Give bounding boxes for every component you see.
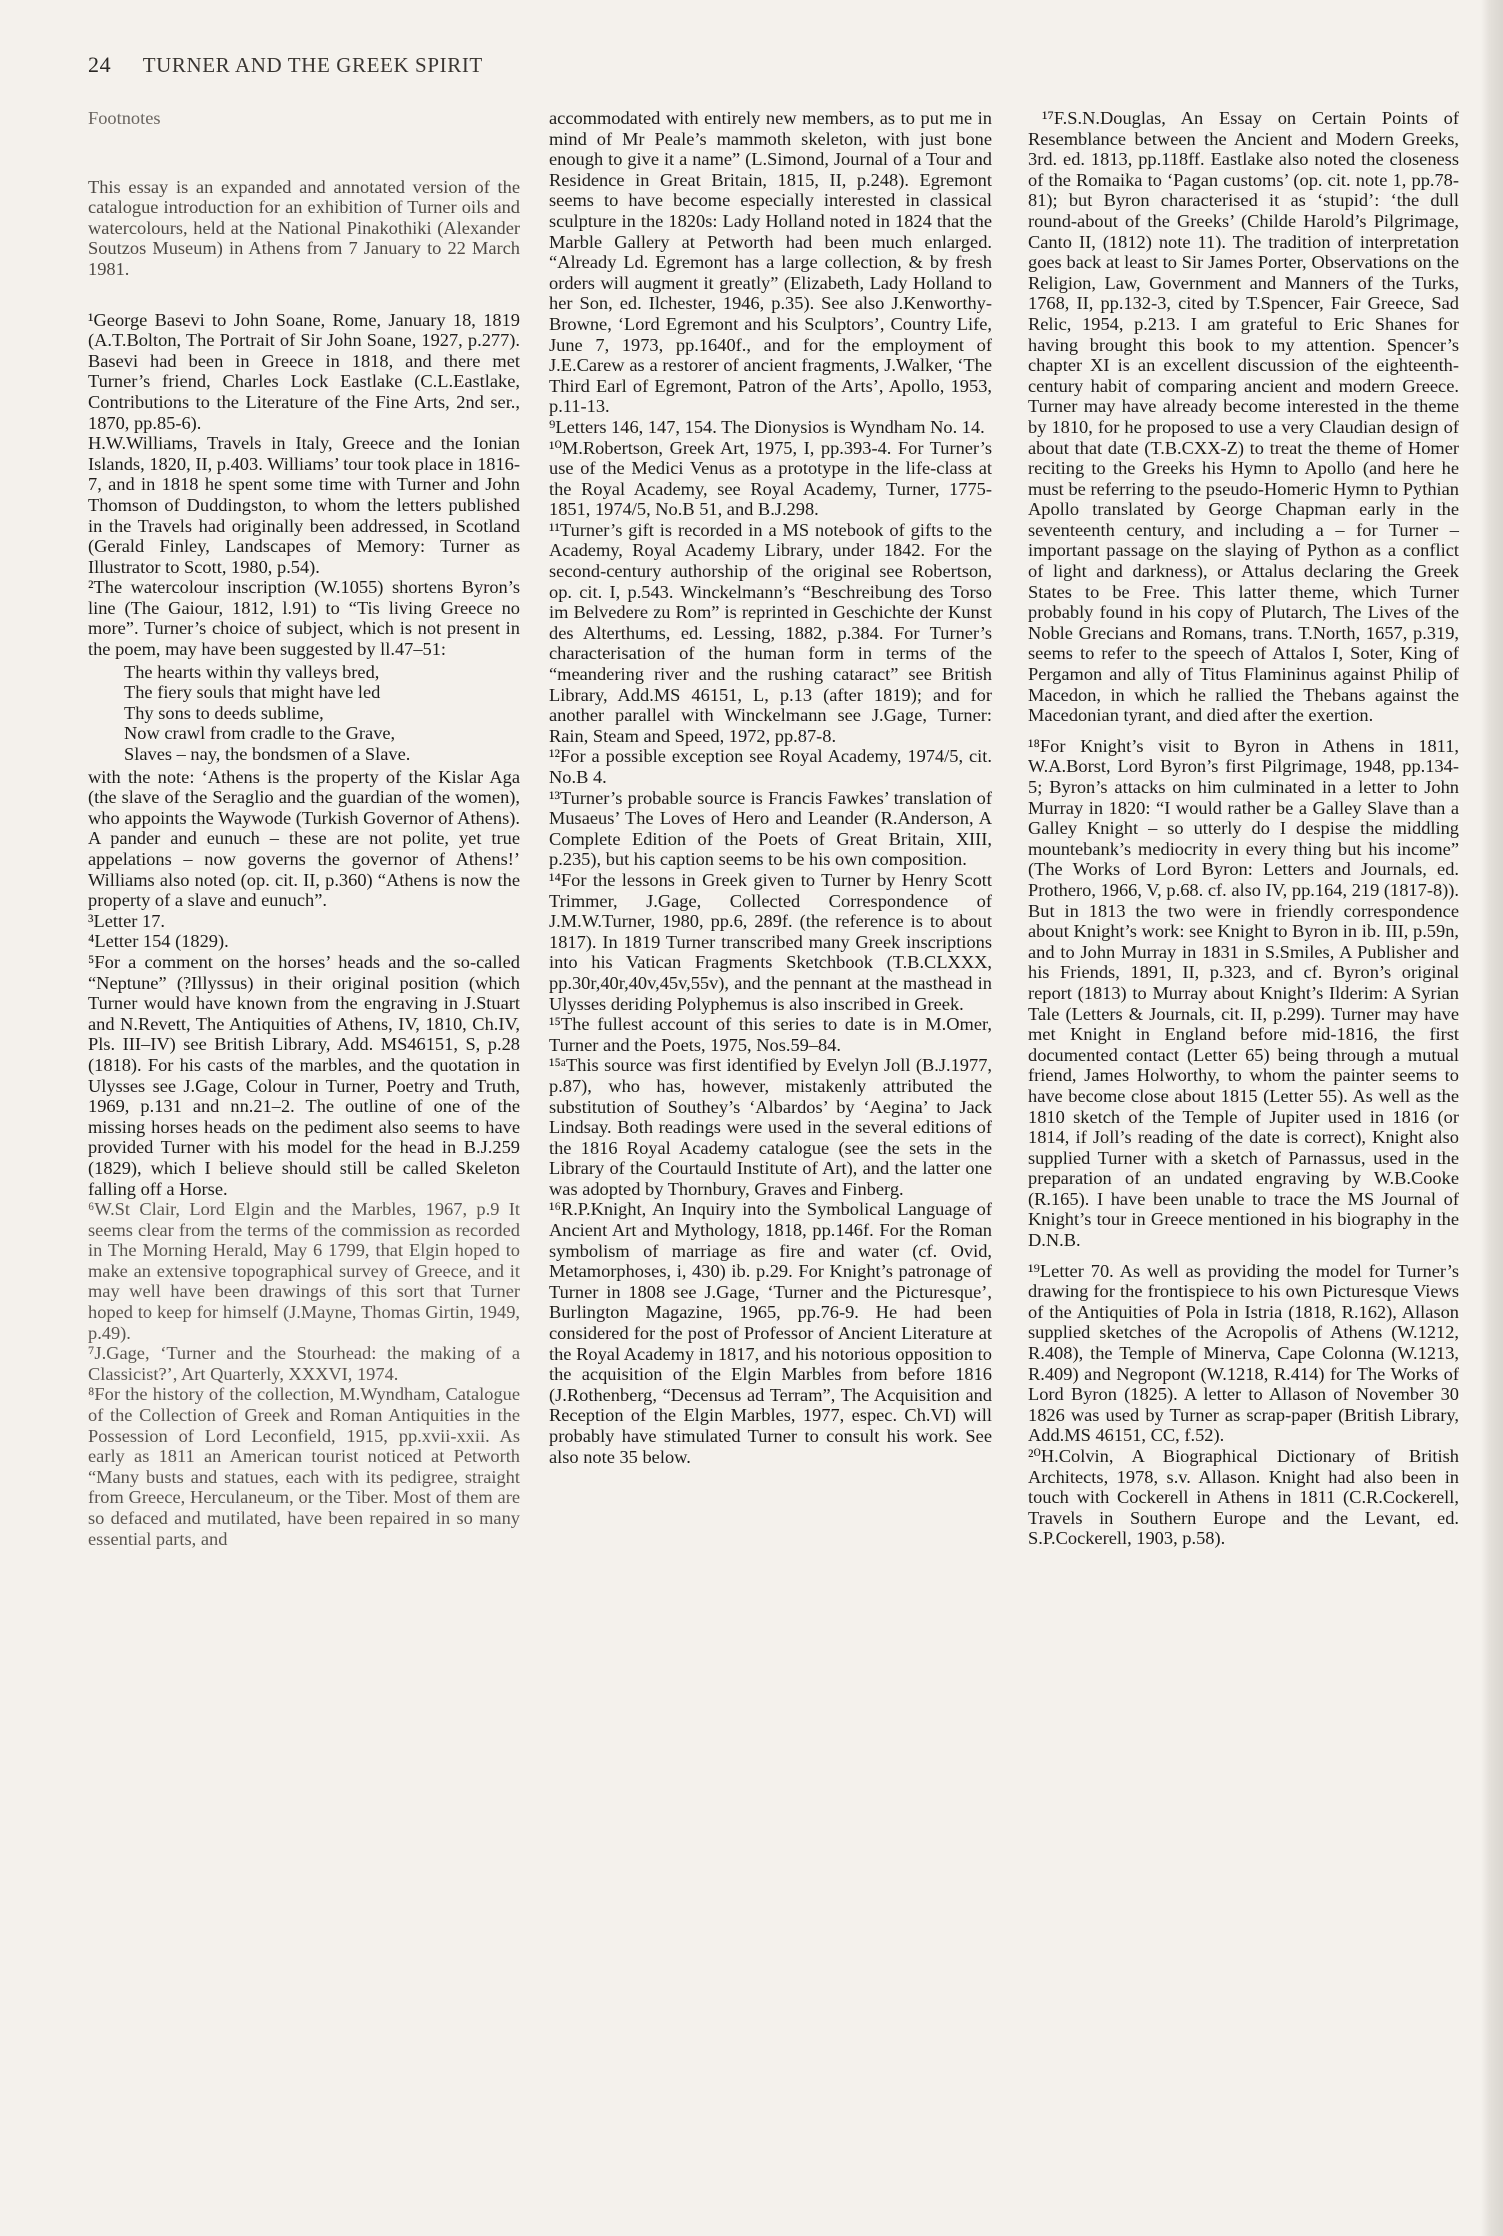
poem-line: Now crawl from cradle to the Grave, bbox=[124, 723, 396, 744]
poem-line: The hearts within thy valleys bred, bbox=[124, 661, 380, 682]
footnote: ⁹Letters 146, 147, 154. The Dionysios is Wyndham No. 14. bbox=[549, 416, 985, 437]
footnote: ¹⁶R.P.Knight, An Inquiry into the Symbolical Language of Ancient Art and Mythology, 1818, pp.146f. For the Roman symbolism of marriage as fire and water (cf. Ovid, Metamorphoses, i, 430) ib. p.29. For Knight’s patronage of Turner in 1808 see J.Gage, ‘Turner and the Picturesque’, Burlington Magazine, 1965, pp.76-9. He had been considered for the post of Professor of Ancient Literature at the Royal Academy in 1817, and his notorious opposition to the acquisition of the Elgin Marbles from before 1816 (J.Rothenberg, “Decensus ad Terram”, The Acquisition and Reception of the Elgin Marbles, 1977, espec. Ch.VI) will probably have stimulated Turner to consult his work. See also note 35 below. bbox=[549, 1199, 992, 1467]
footnote: ²The watercolour inscription (W.1055) shortens Byron’s line (The Gaiour, 1812, l.91) to “Tis living Greece no more”. Turner’s choice of subject, which is not present in the poem, may have been suggested by ll.47–51: bbox=[88, 577, 520, 660]
page-edge-shadow bbox=[1481, 0, 1503, 2236]
footnote: ⁴Letter 154 (1829). bbox=[88, 931, 229, 952]
poem-line: Slaves – nay, the bondsmen of a Slave. bbox=[124, 744, 411, 765]
footnote: ⁶W.St Clair, Lord Elgin and the Marbles, 1967, p.9 It seems clear from the terms of the commission as recorded in The Morning Herald, May 6 1799, that Elgin hoped to make an extensive topographical survey of Greece, and it may well have been drawings of this sort that Turner hoped to keep for himself (J.Mayne, Thomas Girtin, 1949, p.49). bbox=[88, 1199, 520, 1343]
poem-line: Thy sons to deeds sublime, bbox=[124, 702, 324, 723]
footnote: ¹⁵ᵃThis source was first identified by Evelyn Joll (B.J.1977, p.87), who has, however, mistakenly attributed the substitution of Southey’s ‘Albardos’ by ‘Aegina’ to Jack Lindsay. Both readings were used in the several editions of the 1816 Royal Academy catalogue (see the sets in the Library of the Courtauld Institute of Art), and the latter one was adopted by Thornbury, Graves and Finberg. bbox=[549, 1055, 992, 1199]
footnote: ¹⁴For the lessons in Greek given to Turner by Henry Scott Trimmer, J.Gage, Collected Correspondence of J.M.W.Turner, 1980, pp.6, 289f. (the reference is to about 1817). In 1819 Turner transcribed many Greek inscriptions into his Vatican Fragments Sketchbook (T.B.CLXXX, pp.30r,40r,40v,45v,55v), and the pennant at the masthead in Ulysses deriding Polyphemus is also inscribed in Greek. bbox=[549, 869, 992, 1014]
column-right bbox=[1028, 108, 1459, 1549]
footnote: H.W.Williams, Travels in Italy, Greece and the Ionian Islands, 1820, II, p.403. Williams’ tour took place in 1816-7, and in 1818 he spent some time with Turner and John Thomson of Duddingston, to whom the letters published in the Travels had originally been addressed, in Scotland (Gerald Finley, Landscapes of Memory: Turner as Illustrator to Scott, 1980, p.54). bbox=[88, 433, 520, 577]
footnote: ¹⁹Letter 70. As well as providing the model for Turner’s drawing for the frontispiece to his own Picturesque Views of the Antiquities of Pola in Istria (1818, R.162), Allason supplied sketches of the Acropolis of Athens (W.1212, R.408), the Temple of Minerva, Cape Colonna (W.1213, R.409) and Negropont (W.1218, R.414) for The Works of Lord Byron (1825). A letter to Allason of November 30 1826 was used by Turner as scrap-paper (British Library, Add.MS 46151, CC, f.52). bbox=[1028, 1260, 1459, 1446]
footnote: ⁸For the history of the collection, M.Wyndham, Catalogue of the Collection of Greek and Roman Antiquities in the Possession of Lord Leconfield, 1915, pp.xvii-xxii. As early as 1811 an American tourist noticed at Petworth “Many busts and statues, each with its pedigree, straight from Greece, Herculaneum, or the Tiber. Most of them are so defaced and mutilated, have been repaired in so many essential parts, and bbox=[88, 1384, 520, 1549]
poem-quote bbox=[124, 662, 520, 765]
footnote: ¹⁷F.S.N.Douglas, An Essay on Certain Points of Resemblance between the Ancient and Modern Greeks, 3rd. ed. 1813, pp.118ff. Eastlake also noted the closeness of the Romaika to ‘Pagan customs’ (op. cit. note 1, pp.78-81); but Byron characterised it as ‘stupid’: ‘the dull round-about of the Greeks’ (Childe Harold’s Pilgrimage, Canto II, (1812) note 11). The tradition of interpretation goes back at least to Sir James Porter, Observations on the Religion, Law, Government and Manners of the Turks, 1768, II, pp.132-3, cited by T.Spencer, Fair Greece, Sad Relic, 1954, p.213. I am grateful to Eric Shanes for having brought this book to my attention. Spencer’s chapter XI is an excellent discussion of the eighteenth-century habit of comparing ancient and modern Greece. Turner may have already become interested in the theme by 1810, for he proposed to use a very Claudian design of about that date (T.B.CXX-Z) to treat the theme of Homer reciting to the Greeks his Hymn to Apollo (and here he must be referring to the pseudo-Homeric Hymn to Pythian Apollo translated by George Chapman early in the seventeenth century, and including a – for Turner – important passage on the slaying of Python as a conflict of light and darkness), or Attalus declaring the Greek States to be Free. This latter theme, which Turner probably found in his copy of Plutarch, The Lives of the Noble Grecians and Romans, trans. T.North, 1657, p.319, seems to refer to the speech of Attalos I, Soter, King of Pergamon and ally of Titus Flamininus against Philip of Macedon, in which he rallied the Thebans against the Macedonian tyrant, and died after the exertion. bbox=[1028, 108, 1459, 726]
footnote: with the note: ‘Athens is the property of the Kislar Aga (the slave of the Seraglio and the guardian of the women), who appoints the Waywode (Turkish Governor of Athens). A pander and eunuch – these are not polite, yet true appelations – now governs the governor of Athens!’ Williams also noted (op. cit. II, p.360) “Athens is now the property of a slave and eunuch”. bbox=[88, 766, 520, 911]
footnotes-heading: Footnotes bbox=[88, 108, 161, 128]
running-header bbox=[88, 52, 483, 78]
footnote: ⁷J.Gage, ‘Turner and the Stourhead: the making of a Classicist?’, Art Quarterly, XXXVI, 1974. bbox=[88, 1343, 520, 1384]
column-left bbox=[88, 108, 520, 1549]
footnote: ¹⁰M.Robertson, Greek Art, 1975, I, pp.393-4. For Turner’s use of the Medici Venus as a prototype in the life-class at the Royal Academy, see Royal Academy, Turner, 1775-1851, 1974/5, No.B 51, and B.J.298. bbox=[549, 437, 992, 520]
intro-paragraph: This essay is an expanded and annotated version of the catalogue introduction for an exhibition of Turner oils and watercolours, held at the National Pinakothiki (Alexander Soutzos Museum) in Athens from 7 January to 22 March 1981. bbox=[88, 176, 520, 279]
poem-line: The fiery souls that might have led bbox=[124, 682, 381, 703]
column-middle bbox=[549, 108, 992, 1467]
page-number: 24 bbox=[88, 52, 112, 77]
footnote: ¹¹Turner’s gift is recorded in a MS notebook of gifts to the Academy, Royal Academy Library, under 1842. For the second-century authorship of the original see Robertson, op. cit. I, p.543. Winckelmann’s “Beschreibung des Torso im Belvedere zu Rom” is reprinted in Geschichte der Kunst des Alterthums, ed. Lessing, 1882, p.384. For Turner’s characterisation of the human form in terms of the “meandering river and the rushing cataract” see British Library, Add.MS 46151, L, p.13 (after 1819); and for another parallel with Winckelmann see J.Gage, Turner: Rain, Steam and Speed, 1972, pp.87-8. bbox=[549, 519, 992, 746]
running-title: TURNER AND THE GREEK SPIRIT bbox=[142, 53, 483, 77]
footnote: ¹³Turner’s probable source is Francis Fawkes’ translation of Musaeus’ The Loves of Hero and Leander (R.Anderson, A Complete Edition of the Poets of Great Britain, XIII, p.235), but his caption seems to be his own composition. bbox=[549, 787, 992, 870]
footnote: ¹George Basevi to John Soane, Rome, January 18, 1819 (A.T.Bolton, The Portrait of Sir John Soane, 1927, p.277). Basevi had been in Greece in 1818, and there met Turner’s friend, Charles Lock Eastlake (C.L.Eastlake, Contributions to the Literature of the Fine Arts, 2nd ser., 1870, pp.85-6). bbox=[88, 309, 520, 433]
footnote: ³Letter 17. bbox=[88, 910, 166, 931]
footnote: accommodated with entirely new members, as to put me in mind of Mr Peale’s mammoth skeleton, with just bone enough to give it a name” (L.Simond, Journal of a Tour and Residence in Great Britain, 1815, II, p.248). Egremont seems to have become especially interested in classical sculpture in the 1820s: Lady Holland noted in 1824 that the Marble Gallery at Petworth had been much enlarged. “Already Ld. Egremont has a large collection, & by fresh orders will augment it greatly” (Elizabeth, Lady Holland to her Son, ed. Ilchester, 1946, p.35). See also J.Kenworthy-Browne, ‘Lord Egremont and his Sculptors’, Country Life, June 7, 1973, pp.1640f., and for the employment of J.E.Carew as a restorer of ancient fragments, J.Walker, ‘The Third Earl of Egremont, Patron of the Arts’, Apollo, 1953, p.11-13. bbox=[549, 108, 992, 417]
footnote: ¹⁵The fullest account of this series to date is in M.Omer, Turner and the Poets, 1975, Nos.59–84. bbox=[549, 1014, 992, 1055]
footnote: ²⁰H.Colvin, A Biographical Dictionary of British Architects, 1978, s.v. Allason. Knight had also been in touch with Cockerell in Athens in 1811 (C.R.Cockerell, Travels in Southern Europe and the Levant, ed. S.P.Cockerell, 1903, p.58). bbox=[1028, 1446, 1459, 1549]
footnote: ¹²For a possible exception see Royal Academy, 1974/5, cit. No.B 4. bbox=[549, 746, 992, 787]
footnote: ¹⁸For Knight’s visit to Byron in Athens in 1811, W.A.Borst, Lord Byron’s first Pilgrimage, 1948, pp.134-5; Byron’s attacks on him culminated in a letter to John Murray in 1820: “I would rather be a Galley Slave than a Galley Knight – so utterly do I despise the middling mountebank’s mediocrity in every thing but his income” (The Works of Lord Byron: Letters and Journals, ed. Prothero, 1966, V, p.68. cf. also IV, pp.164, 219 (1817-8)). But in 1813 the two were in friendly correspondence about Knight’s work: see Knight to Byron in ib. III, p.59n, and to John Murray in 1831 in S.Smiles, A Publisher and his Friends, 1891, II, p.323, and cf. Byron’s original report (1813) to Murray about Knight’s Ilderim: A Syrian Tale (Letters & Journals, cit. II, p.299). Turner may have met Knight in England before mid-1816, the first documented contact (Letter 65) being through a mutual friend, James Holworthy, to whom the painter seems to have become close about 1815 (Letter 55). As well as the 1810 sketch of the Temple of Jupiter used in 1816 (or 1814, if Joll’s reading of the date is correct), Knight also supplied Turner with a sketch of Parnassus, used in the preparation of an undated engraving by W.B.Cooke (R.165). I have been unable to trace the MS Journal of Knight’s tour in Greece mentioned in his biography in the D.N.B. bbox=[1028, 735, 1459, 1251]
footnote: ⁵For a comment on the horses’ heads and the so-called “Neptune” (?Illyssus) in their original position (which Turner would have known from the engraving in J.Stuart and N.Revett, The Antiquities of Athens, IV, 1810, Ch.IV, Pls. III–IV) see British Library, Add. MS46151, S, p.28 (1818). For his casts of the marbles, and the quotation in Ulysses see J.Gage, Colour in Turner, Poetry and Truth, 1969, p.131 and nn.21–2. The outline of one of the missing horses heads on the pediment also seems to have provided Turner with his model for the head in B.J.259 (1829), which I believe should still be called Skeleton falling off a Horse. bbox=[88, 951, 520, 1199]
